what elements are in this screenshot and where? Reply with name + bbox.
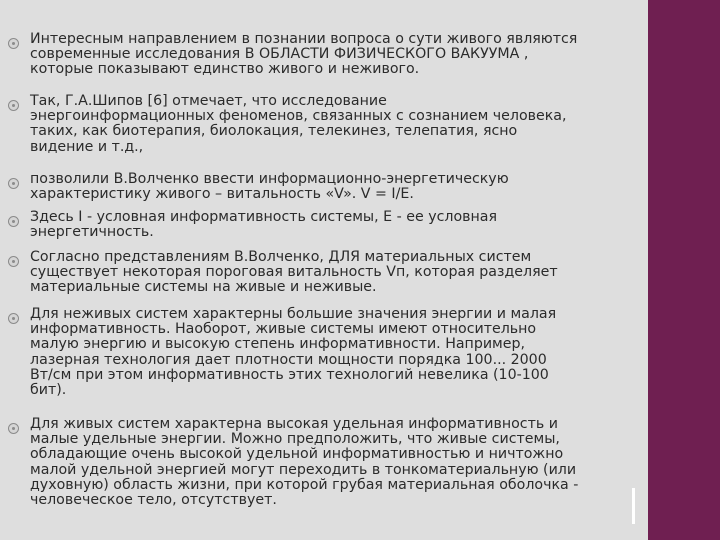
circled-dot-icon: [8, 423, 19, 434]
bullet-6-line-4: лазерная технология дает плотности мощности порядка 100... 2000: [30, 351, 547, 368]
bullet-5-line-3: материальные системы на живые и неживые.: [30, 279, 377, 296]
bullet-text-4: [30, 210, 633, 240]
bullet-4-line-1: Здесь I - условная информативность системы, E - ее условная: [30, 209, 498, 225]
bullet-6-line-6: бит).: [30, 382, 67, 399]
circled-dot-icon: [8, 178, 19, 189]
circled-dot-icon: [8, 216, 19, 227]
bullet-7-line-2: малые удельные энергии. Можно предположить, что живые системы,: [30, 431, 560, 448]
bullet-7-line-6: человеческое тело, отсутствует.: [30, 492, 277, 509]
circled-dot-icon: [8, 38, 19, 49]
right-bar: [648, 0, 720, 540]
bullet-1-line-2: современные исследования В ОБЛАСТИ ФИЗИЧЕСКОГО ВАКУУМА ,: [30, 46, 529, 63]
circled-dot-icon: [8, 313, 19, 324]
bullet-text-5: [30, 250, 633, 296]
bullet-3-line-1: позволили В.Волченко ввести информационно-энергетическую: [30, 171, 509, 187]
bullet-4-line-2: энергетичность.: [30, 224, 154, 241]
bullet-5-line-2: существует некоторая пороговая витальность Vп, которая разделяет: [30, 264, 558, 281]
bullet-text-6: [30, 307, 633, 398]
bullet-6-line-5: Вт/см при этом информативность этих технологий невелика (10-100: [30, 366, 549, 383]
bullet-7-line-3: обладающие очень высокой удельной информативностью и ничтожно: [30, 446, 564, 463]
bullet-7-line-1: Для живых систем характерна высокая удельная информативность и: [30, 416, 558, 432]
bullet-2-line-4: видение и т.д.,: [30, 138, 144, 155]
bullet-6-line-3: малую энергию и высокую степень информативности. Например,: [30, 336, 526, 353]
bullet-5-line-1: Согласно представлениям В.Волченко, ДЛЯ материальных систем: [30, 249, 532, 265]
bullet-3-line-2: характеристику живого – витальность «V». V = I/E.: [30, 186, 414, 203]
bullet-1-line-1: Интересным направлением в познании вопроса о сути живого являются: [30, 31, 578, 47]
circled-dot-icon: [8, 100, 19, 111]
bullet-text-2: [30, 94, 633, 155]
bullet-text-3: [30, 172, 633, 202]
bullet-7-line-4: малой удельной энергией могут переходить в тонкоматериальную (или: [30, 461, 577, 478]
bullet-1-line-3: которые показывают единство живого и неживого.: [30, 61, 420, 78]
bullet-7-line-5: духовную) область жизни, при которой грубая материальная оболочка -: [30, 476, 579, 493]
circled-dot-icon: [8, 256, 19, 267]
bullet-2-line-1: Так, Г.А.Шипов [6] отмечает, что исследование: [30, 93, 387, 109]
bullet-text-7: [30, 417, 633, 508]
bullet-text-1: [30, 32, 633, 78]
bullet-6-line-2: информативность. Наоборот, живые системы имеют относительно: [30, 321, 537, 338]
bullet-2-line-3: таких, как биотерапия, биолокация, телекинез, телепатия, ясно: [30, 123, 518, 140]
bullet-2-line-2: энергоинформационных феноменов, связанных с сознанием человека,: [30, 108, 567, 125]
bullet-6-line-1: Для неживых систем характерны большие значения энергии и малая: [30, 306, 557, 322]
accent-line: [632, 488, 635, 524]
